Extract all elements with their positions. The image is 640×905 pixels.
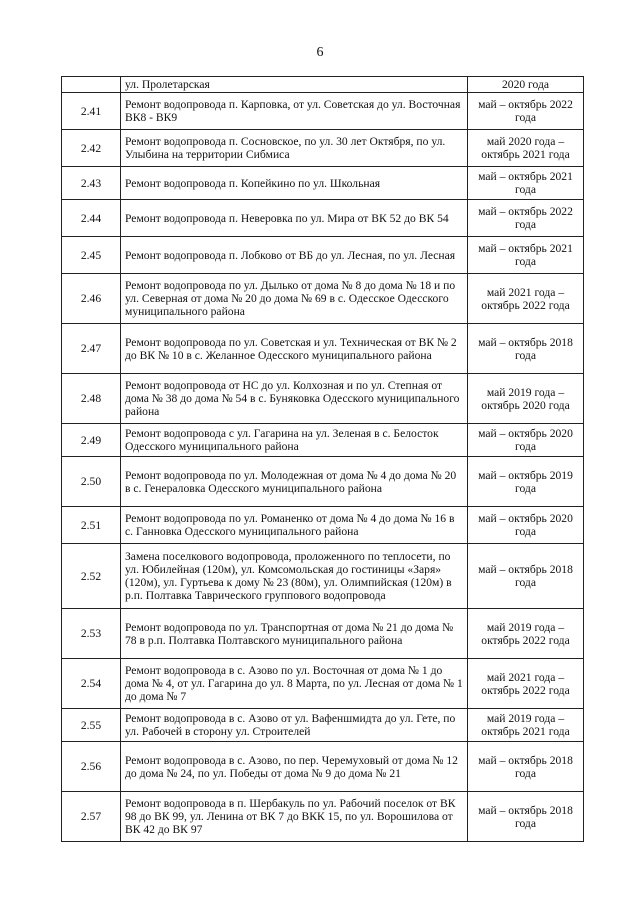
row-number: 2.49 bbox=[62, 424, 121, 457]
work-description: Ремонт водопровода от НС до ул. Колхозная и по ул. Степная от дома № 38 до дома № 54 в с. Буняковка Одесского муниципального района bbox=[121, 374, 468, 424]
row-number: 2.51 bbox=[62, 507, 121, 544]
table-row bbox=[62, 544, 584, 609]
work-description: Ремонт водопровода с ул. Гагарина на ул. Зеленая в с. Белосток Одесского муниципального района bbox=[121, 424, 468, 457]
work-period: май – октябрь 2022 года bbox=[468, 200, 584, 237]
table-row bbox=[62, 324, 584, 374]
row-number: 2.54 bbox=[62, 659, 121, 709]
table-row bbox=[62, 130, 584, 167]
work-description: Ремонт водопровода по ул. Романенко от дома № 4 до дома № 16 в с. Ганновка Одесского муниципального района bbox=[121, 507, 468, 544]
work-description: Ремонт водопровода в с. Азово от ул. Вафеншмидта до ул. Гете, по ул. Рабочей в сторону ул. Строителей bbox=[121, 709, 468, 742]
work-description: Ремонт водопровода по ул. Молодежная от дома № 4 до дома № 20 в с. Генераловка Одесского муниципального района bbox=[121, 457, 468, 507]
work-period: май – октябрь 2020 года bbox=[468, 424, 584, 457]
row-number: 2.46 bbox=[62, 274, 121, 324]
work-description: Ремонт водопровода п. Лобково от ВБ до ул. Лесная, по ул. Лесная bbox=[121, 237, 468, 274]
work-description: Ремонт водопровода по ул. Транспортная от дома № 21 до дома № 78 в р.п. Полтавка Полтавского муниципального района bbox=[121, 609, 468, 659]
row-number: 2.45 bbox=[62, 237, 121, 274]
row-number: 2.56 bbox=[62, 742, 121, 792]
work-period: май – октябрь 2021 года bbox=[468, 167, 584, 200]
table-row bbox=[62, 200, 584, 237]
row-number: 2.52 bbox=[62, 544, 121, 609]
row-number: 2.44 bbox=[62, 200, 121, 237]
row-number: 2.43 bbox=[62, 167, 121, 200]
work-period: май – октябрь 2018 года bbox=[468, 792, 584, 842]
work-period: май – октябрь 2018 года bbox=[468, 544, 584, 609]
table-row bbox=[62, 659, 584, 709]
work-description: ул. Пролетарская bbox=[121, 77, 468, 93]
table-row bbox=[62, 742, 584, 792]
row-number: 2.41 bbox=[62, 93, 121, 130]
work-description: Ремонт водопровода по ул. Дылько от дома № 8 до дома № 18 и по ул. Северная от дома № 20 до дома № 69 в с. Одесское Одесского муниципального района bbox=[121, 274, 468, 324]
table-row bbox=[62, 424, 584, 457]
works-table bbox=[61, 76, 584, 842]
work-period: май 2019 года – октябрь 2022 года bbox=[468, 609, 584, 659]
table-row bbox=[62, 792, 584, 842]
row-number: 2.47 bbox=[62, 324, 121, 374]
work-period: май – октябрь 2019 года bbox=[468, 457, 584, 507]
table-row bbox=[62, 609, 584, 659]
work-description: Ремонт водопровода в п. Шербакуль по ул. Рабочий поселок от ВК 98 до ВК 99, ул. Ленина от ВК 7 до ВКК 15, по ул. Ворошилова от ВК 42 до ВК 97 bbox=[121, 792, 468, 842]
work-period: май – октябрь 2018 года bbox=[468, 742, 584, 792]
row-number: 2.48 bbox=[62, 374, 121, 424]
work-period: май 2021 года – октябрь 2022 года bbox=[468, 274, 584, 324]
row-number: 2.50 bbox=[62, 457, 121, 507]
work-period: май – октябрь 2018 года bbox=[468, 324, 584, 374]
row-number: 2.57 bbox=[62, 792, 121, 842]
work-description: Ремонт водопровода в с. Азово, по пер. Черемуховый от дома № 12 до дома № 24, по ул. Победы от дома № 9 до дома № 21 bbox=[121, 742, 468, 792]
work-period: 2020 года bbox=[468, 77, 584, 93]
table-row bbox=[62, 77, 584, 93]
row-number: 2.55 bbox=[62, 709, 121, 742]
work-period: май 2019 года – октябрь 2021 года bbox=[468, 709, 584, 742]
table-row bbox=[62, 709, 584, 742]
row-number: 2.42 bbox=[62, 130, 121, 167]
row-number: 2.53 bbox=[62, 609, 121, 659]
work-description: Ремонт водопровода п. Карповка, от ул. Советская до ул. Восточная ВК8 - ВК9 bbox=[121, 93, 468, 130]
work-period: май – октябрь 2022 года bbox=[468, 93, 584, 130]
work-description: Ремонт водопровода п. Копейкино по ул. Школьная bbox=[121, 167, 468, 200]
work-description: Замена поселкового водопровода, проложенного по теплосети, по ул. Юбилейная (120м), ул. Комсомольская до гостиницы «Заря» (120м), ул. Гуртьева к дому № 23 (80м), ул. Олимпийская (120м) в р.п. Полтавка Таврического группового водопровода bbox=[121, 544, 468, 609]
table-row bbox=[62, 457, 584, 507]
work-period: май – октябрь 2020 года bbox=[468, 507, 584, 544]
work-period: май 2019 года – октябрь 2020 года bbox=[468, 374, 584, 424]
table-row bbox=[62, 507, 584, 544]
table-row bbox=[62, 237, 584, 274]
work-period: май 2021 года – октябрь 2022 года bbox=[468, 659, 584, 709]
work-description: Ремонт водопровода п. Неверовка по ул. Мира от ВК 52 до ВК 54 bbox=[121, 200, 468, 237]
table-row bbox=[62, 274, 584, 324]
table-row bbox=[62, 374, 584, 424]
table-row bbox=[62, 93, 584, 130]
work-description: Ремонт водопровода в с. Азово по ул. Восточная от дома № 1 до дома № 4, от ул. Гагарина до ул. 8 Марта, по ул. Лесная от дома № 1 до дома № 7 bbox=[121, 659, 468, 709]
table-row bbox=[62, 167, 584, 200]
page-number: 6 bbox=[316, 45, 324, 60]
work-description: Ремонт водопровода п. Сосновское, по ул. 30 лет Октября, по ул. Улыбина на территории Сибмиса bbox=[121, 130, 468, 167]
work-period: май 2020 года – октябрь 2021 года bbox=[468, 130, 584, 167]
work-period: май – октябрь 2021 года bbox=[468, 237, 584, 274]
work-description: Ремонт водопровода по ул. Советская и ул. Техническая от ВК № 2 до ВК № 10 в с. Желанное Одесского муниципального района bbox=[121, 324, 468, 374]
row-number bbox=[62, 77, 121, 93]
